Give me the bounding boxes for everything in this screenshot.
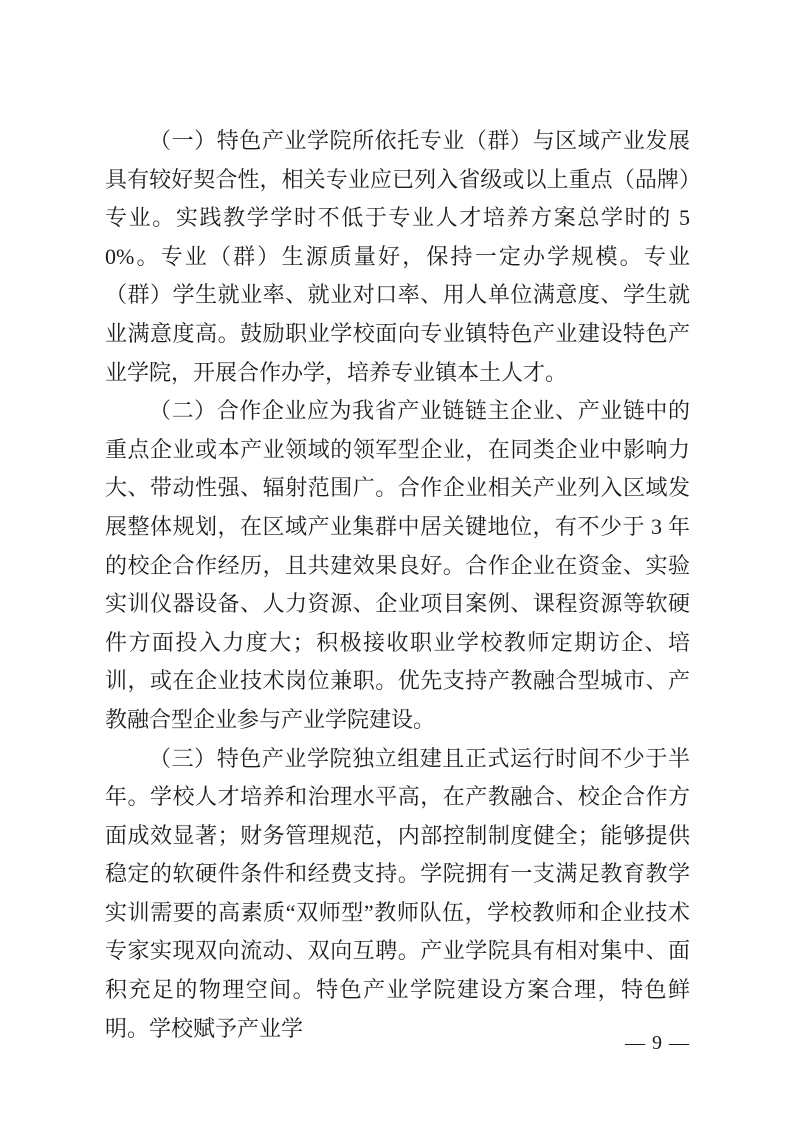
paragraph-clause-3: （三）特色产业学院独立组建且正式运行时间不少于半年。学校人才培养和治理水平高，在产教融合、校企合作方面成效显著；财务管理规范，内部控制制度健全；能够提供稳定的软硬件条件和经费支持。学院拥有一支满足教育教学实训需要的高素质“双师型”教师队伍，学校教师和企业技术专家实现双向流动、双向互聘。产业学院具有相对集中、面积充足的物理空间。特色产业学院建设方案合理，特色鲜明。学校赋予产业学 <box>105 745 690 1041</box>
paragraph-clause-2: （二）合作企业应为我省产业链链主企业、产业链中的重点企业或本产业领域的领军型企业，在同类企业中影响力大、带动性强、辐射范围广。合作企业相关产业列入区域发展整体规划，在区域产业集群中居关键地位，有不少于 3 年的校企合作经历，且共建效果良好。合作企业在资金、实验实训仪器设备、人力资源、企业项目案例、课程资源等软硬件方面投入力度大；积极接收职业学校教师定期访企、培训，或在企业技术岗位兼职。优先支持产教融合型城市、产教融合型企业参与产业学院建设。 <box>105 398 690 732</box>
paragraph-clause-1: （一）特色产业学院所依托专业（群）与区域产业发展具有较好契合性，相关专业应已列入省级或以上重点（品牌）专业。实践教学学时不低于专业人才培养方案总学时的 50%。专业（群）生源质量好，保持一定办学规模。专业（群）学生就业率、就业对口率、用人单位满意度、学生就业满意度高。鼓励职业学校面向专业镇特色产业建设特色产业学院，开展合作办学，培养专业镇本土人才。 <box>105 128 690 385</box>
page-number: — 9 — <box>625 1032 690 1054</box>
document-body <box>105 122 690 1048</box>
